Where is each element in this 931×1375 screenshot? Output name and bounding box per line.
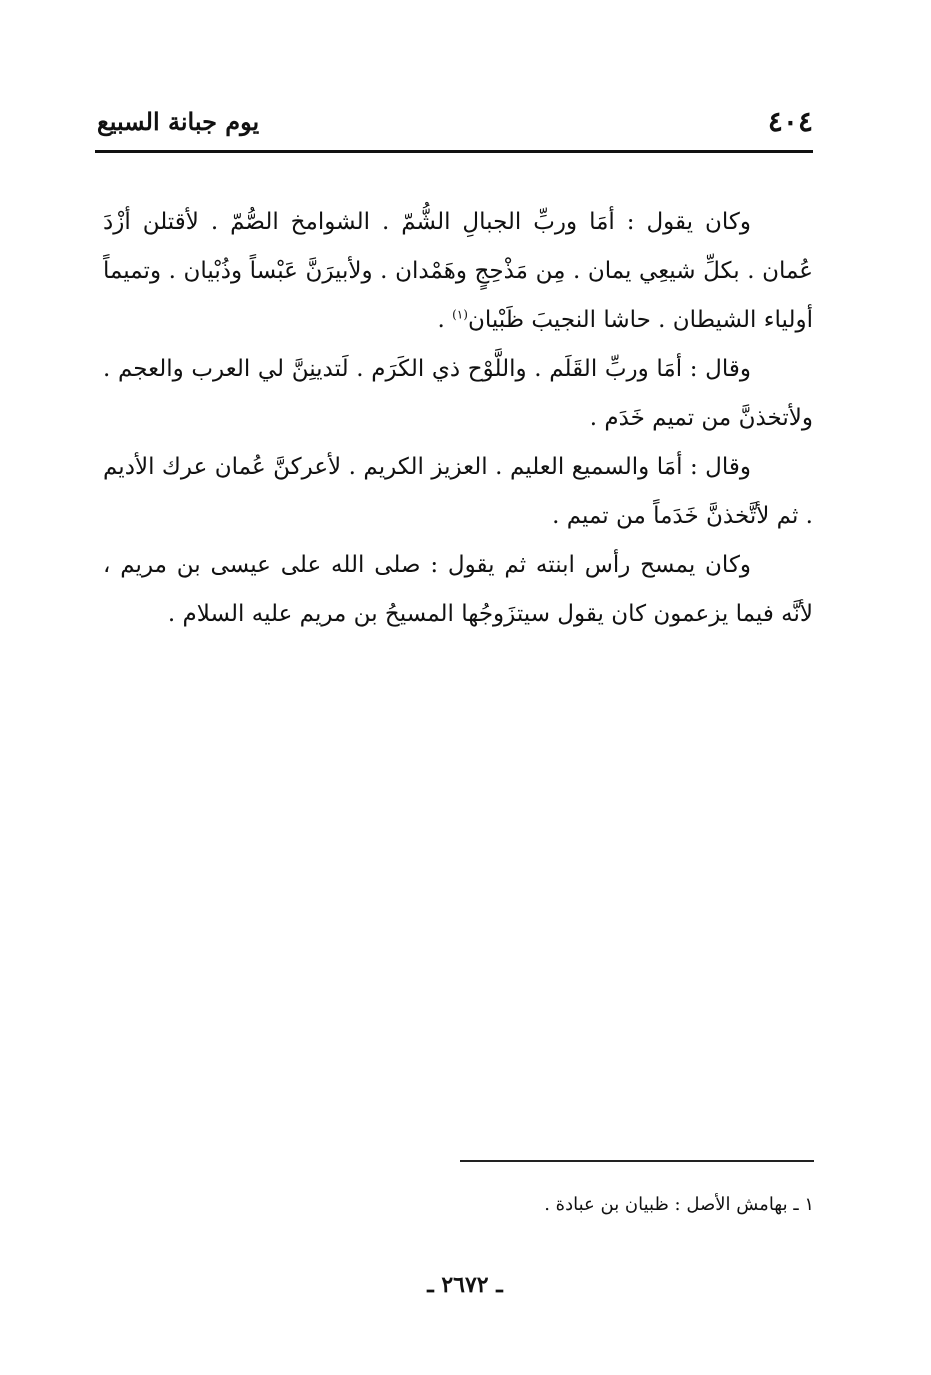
folio-number: ـ ٢٦٧٢ ـ — [427, 1272, 503, 1298]
footnote-reference: (١) — [452, 307, 468, 322]
paragraph — [103, 198, 813, 345]
paragraph: وقال : أمَا وربِّ القَلَم . واللَّوْح ذي الكَرَم . لَتدينِنَّ لي العرب والعجم . ولأتخذنَّ من تميم خَدَم . — [103, 356, 813, 431]
header-rule — [95, 150, 813, 153]
paragraph-text: وكان يقول : أمَا وربِّ الجبالِ الشُّمّ . الشوامخ الصُّمّ . لأقتلن أزْدَ عُمان . بكلِّ شيعِي يمان . مِن مَذْحِجٍ وهَمْدان . ولأبيرَنَّ عَبْساً وذُبْيان . وتميماً أولياء الشيطان . حاشا النجيبَ ظَبْيان — [103, 209, 813, 333]
paragraph: وكان يمسح رأس ابنته ثم يقول : صلى الله على عيسى بن مريم ، لأنَّه فيما يزعمون كان يقول سيتزَوجُها المسيحُ بن مريم عليه السلام . — [103, 552, 813, 627]
running-title: يوم جبانة السبيع — [97, 107, 260, 136]
paragraph-end: . — [437, 307, 453, 333]
footnote: ١ ـ بهامش الأصل : ظبيان بن عبادة . — [544, 1194, 814, 1215]
running-header — [97, 98, 813, 148]
footnote-separator — [460, 1160, 814, 1162]
paragraph: وقال : أمَا والسميع العليم . العزيز الكريم . لأعركنَّ عُمان عرك الأديم . ثم لأتَّخذنَّ خَدَماً من تميم . — [103, 454, 813, 529]
body-text — [103, 198, 813, 639]
page-number: ٤٠٤ — [767, 105, 813, 138]
